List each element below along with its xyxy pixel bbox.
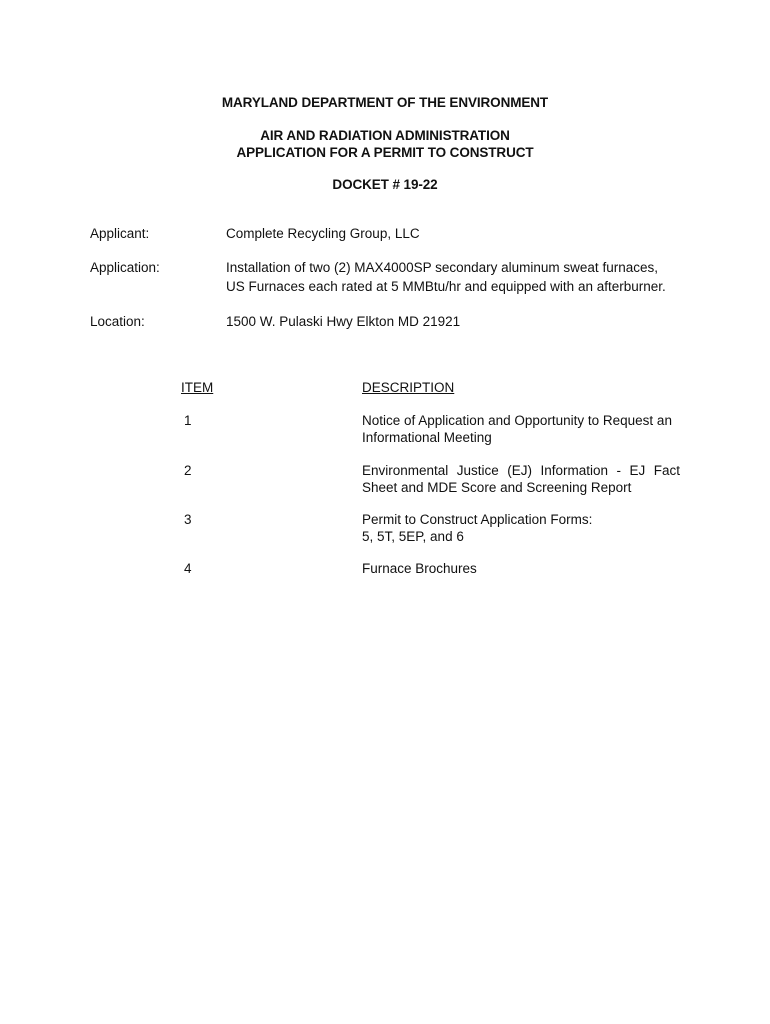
administration-block — [0, 127, 770, 161]
item-number: 1 — [184, 413, 192, 428]
item-description-line: Permit to Construct Application Forms: — [362, 512, 593, 527]
application-line: US Furnaces each rated at 5 MMBtu/hr and equipped with an afterburner. — [226, 278, 666, 294]
item-description — [362, 412, 680, 446]
application-line: Installation of two (2) MAX4000SP secondary aluminum sweat furnaces, — [226, 260, 658, 275]
application-label: Application: — [90, 260, 160, 275]
location-value: 1500 W. Pulaski Hwy Elkton MD 21921 — [226, 314, 461, 329]
item-description-line: Sheet and MDE Score and Screening Report — [362, 480, 632, 495]
location-label: Location: — [90, 314, 145, 329]
item-description — [362, 462, 680, 496]
item-number: 2 — [184, 463, 192, 478]
applicant-label: Applicant: — [90, 226, 150, 241]
administration-name: AIR AND RADIATION ADMINISTRATION — [260, 128, 510, 143]
item-description-line: 5, 5T, 5EP, and 6 — [362, 529, 464, 544]
department-title — [0, 94, 770, 111]
application-value — [226, 259, 682, 296]
item-description — [362, 511, 680, 545]
applicant-value: Complete Recycling Group, LLC — [226, 226, 420, 241]
docket-block — [0, 176, 770, 193]
item-number: 4 — [184, 561, 192, 576]
item-description-line: Environmental Justice (EJ) Information - EJ Fact — [362, 463, 680, 478]
department-name: MARYLAND DEPARTMENT OF THE ENVIRONMENT — [221, 95, 549, 110]
docket-number: DOCKET # 19-22 — [332, 177, 438, 192]
item-description-line: Informational Meeting — [362, 430, 492, 445]
item-number: 3 — [184, 512, 192, 527]
description-column-header: DESCRIPTION — [362, 380, 455, 395]
item-description-line: Furnace Brochures — [362, 561, 477, 576]
item-column-header: ITEM — [181, 380, 214, 395]
item-description-line: Notice of Application and Opportunity to Request an — [362, 413, 672, 428]
item-description — [362, 560, 680, 577]
application-title: APPLICATION FOR A PERMIT TO CONSTRUCT — [236, 145, 534, 160]
